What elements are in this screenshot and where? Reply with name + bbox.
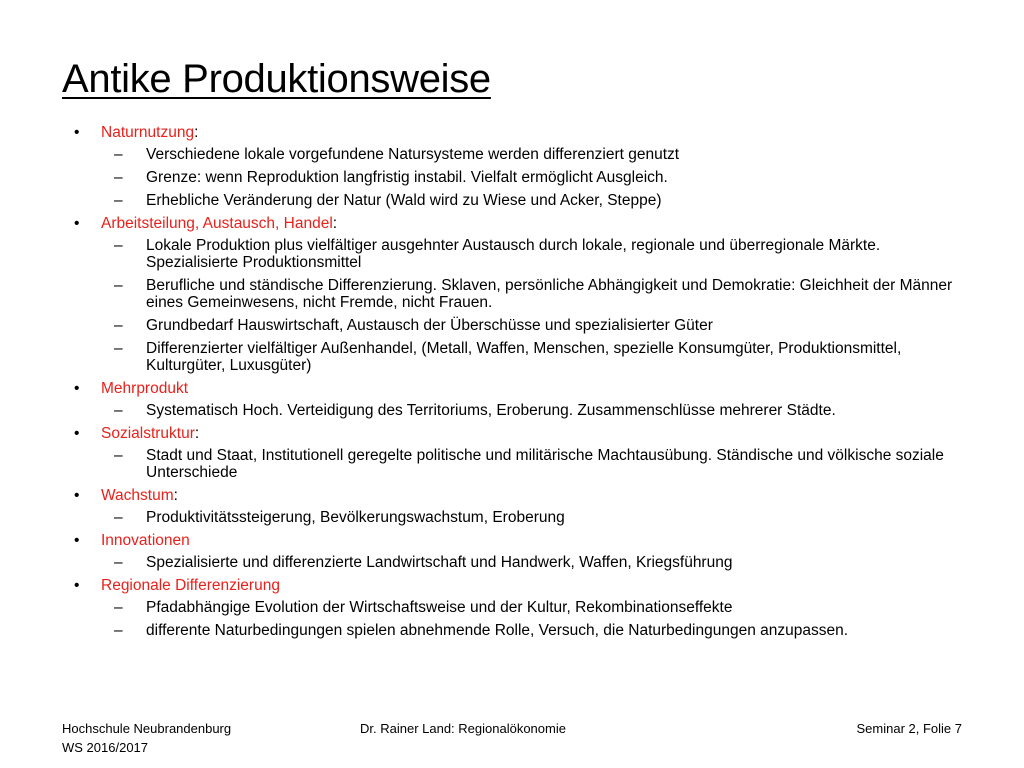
dash-icon: – (114, 340, 123, 357)
section-heading: • Sozialstruktur: (74, 425, 200, 442)
list-item: – Verschiedene lokale vorgefundene Natursysteme werden differenziert genutzt (114, 146, 680, 163)
dash-icon: – (114, 237, 123, 254)
bullet-icon: • (74, 487, 80, 504)
list-item: – Systematisch Hoch. Verteidigung des Territoriums, Eroberung. Zusammenschlüsse mehrerer Städte. (114, 402, 836, 419)
list-item: – Differenzierter vielfältiger Außenhandel, (Metall, Waffen, Menschen, spezielle Konsumgüter, Produktionsmittel, Kulturgüter, Luxusgüter) (114, 340, 902, 374)
footer-author-course: Dr. Rainer Land: Regionalökonomie (360, 721, 566, 736)
dash-icon: – (114, 447, 123, 464)
list-item: – Spezialisierte und differenzierte Landwirtschaft und Handwerk, Waffen, Kriegsführung (114, 554, 733, 571)
dash-icon: – (114, 554, 123, 571)
list-item: – Erhebliche Veränderung der Natur (Wald wird zu Wiese und Acker, Steppe) (114, 192, 662, 209)
dash-icon: – (114, 402, 123, 419)
bullet-icon: • (74, 124, 80, 141)
list-item: – Lokale Produktion plus vielfältiger ausgehnter Austausch durch lokale, regionale und überregionale Märkte. Spezialisierte Produktionsmittel (114, 237, 881, 271)
section-heading: • Regionale Differenzierung (74, 577, 280, 594)
bullet-icon: • (74, 425, 80, 442)
dash-icon: – (114, 192, 123, 209)
section-heading: • Mehrprodukt (74, 380, 189, 397)
slide-title: Antike Produktionsweise (62, 57, 491, 101)
section-heading: • Arbeitsteilung, Austausch, Handel: (74, 215, 338, 232)
bullet-icon: • (74, 380, 80, 397)
list-item: – Pfadabhängige Evolution der Wirtschaftsweise und der Kultur, Rekombinationseffekte (114, 599, 733, 616)
list-item: – Produktivitätssteigerung, Bevölkerungswachstum, Eroberung (114, 509, 565, 526)
bullet-icon: • (74, 577, 80, 594)
slide-content (62, 121, 972, 645)
list-item: – Berufliche und ständische Differenzierung. Sklaven, persönliche Abhängigkeit und Demokratie: Gleichheit der Männer eines Gemeinwesens, nicht Fremde, nicht Frauen. (114, 277, 953, 311)
list-item: – Grenze: wenn Reproduktion langfristig instabil. Vielfalt ermöglicht Ausgleich. (114, 169, 668, 186)
section-heading: • Wachstum: (74, 487, 178, 504)
bullet-icon: • (74, 532, 80, 549)
list-item: – differente Naturbedingungen spielen abnehmende Rolle, Versuch, die Naturbedingungen anzupassen. (114, 622, 849, 639)
footer-institution: Hochschule Neubrandenburg WS 2016/2017 (62, 721, 232, 755)
dash-icon: – (114, 317, 123, 334)
dash-icon: – (114, 277, 123, 294)
footer-slide-number: Seminar 2, Folie 7 (856, 721, 962, 736)
dash-icon: – (114, 599, 123, 616)
section-heading: • Naturnutzung: (74, 124, 199, 141)
list-item: – Stadt und Staat, Institutionell geregelte politische und militärische Machtausübung. Ständische und völkische soziale Unterschiede (114, 447, 944, 481)
bullet-icon: • (74, 215, 80, 232)
dash-icon: – (114, 622, 123, 639)
section-heading: • Innovationen (74, 532, 190, 549)
dash-icon: – (114, 169, 123, 186)
dash-icon: – (114, 509, 123, 526)
list-item: – Grundbedarf Hauswirtschaft, Austausch der Überschüsse und spezialisierter Güter (114, 317, 713, 334)
dash-icon: – (114, 146, 123, 163)
